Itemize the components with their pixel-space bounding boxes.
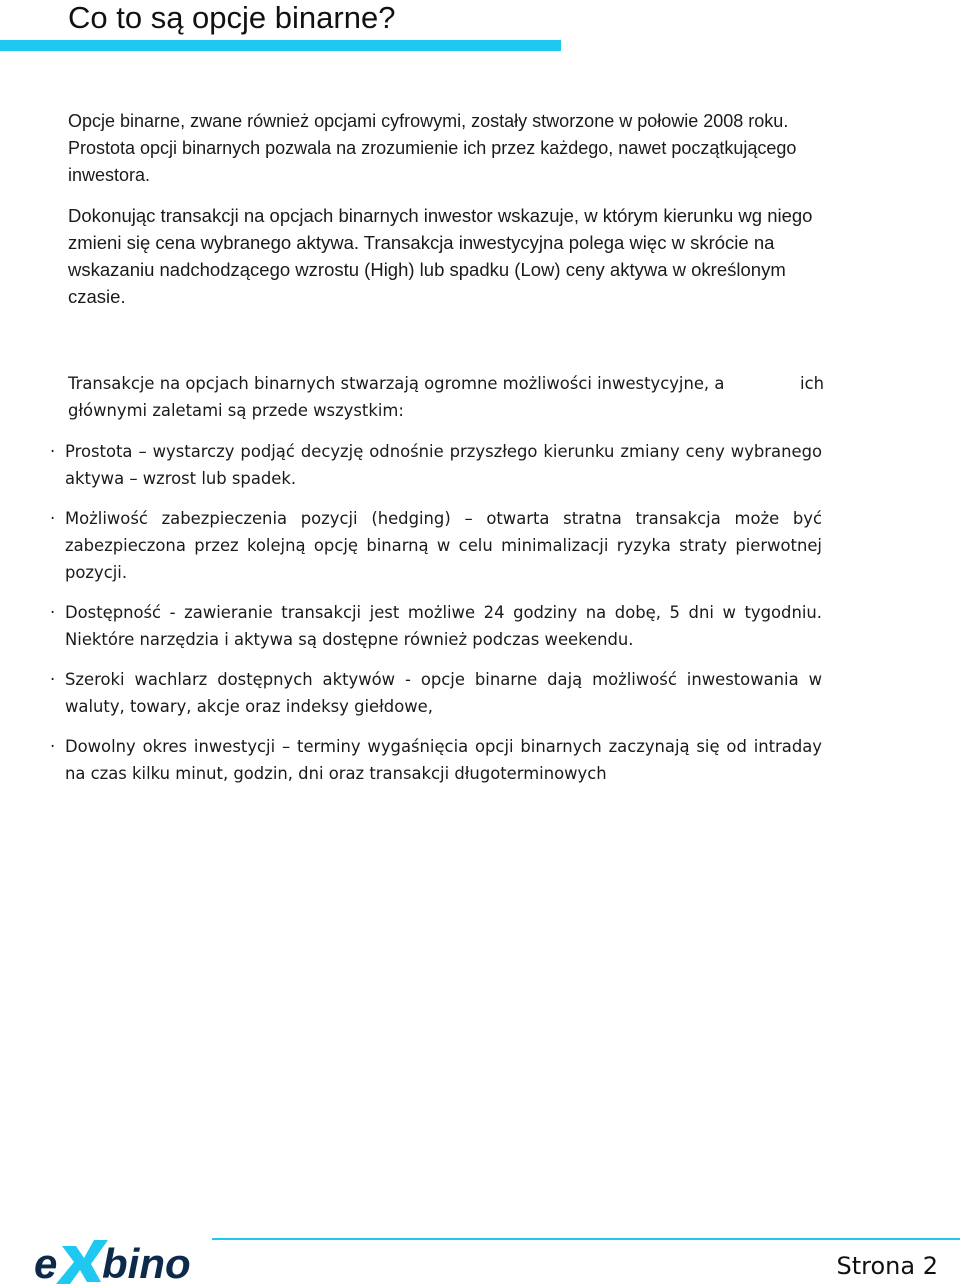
bullet-dot-icon: · xyxy=(50,603,56,622)
advantages-intro-tail: ich xyxy=(800,374,824,393)
intro-paragraph: Opcje binarne, zwane również opcjami cyfrowymi, zostały stworzone w połowie 2008 roku. Prostota opcji binarnych pozwala na zrozumienie ich przez każdego, nawet początkującego inwestora. xyxy=(68,111,797,185)
bullet-dot-icon: · xyxy=(50,442,56,461)
page-number: Strona 2 xyxy=(836,1252,938,1280)
list-item-text: Dowolny okres inwestycji – terminy wygaśnięcia opcji binarnych zaczynają się od intraday na czas kilku minut, godzin, dni oraz transakcji długoterminowych xyxy=(65,737,822,783)
bullet-dot-icon: · xyxy=(50,670,56,689)
page-title: Co to są opcje binarne? xyxy=(68,0,396,35)
exbino-logo xyxy=(32,1226,214,1286)
advantages-intro-line1: Transakcje na opcjach binarnych stwarzają ogromne możliwości inwestycyjne, a xyxy=(68,374,725,393)
list-item xyxy=(50,733,822,787)
advantages-intro-line2: głównymi zaletami są przede wszystkim: xyxy=(68,401,404,420)
list-item-text: Szeroki wachlarz dostępnych aktywów - opcje binarne dają możliwość inwestowania w waluty, towary, akcje oraz indeksy giełdowe, xyxy=(65,670,822,716)
logo-letter-e: e xyxy=(34,1240,58,1286)
logo-x-mark xyxy=(56,1240,108,1284)
list-item xyxy=(50,438,822,492)
list-item xyxy=(50,666,822,720)
advantages-list xyxy=(50,438,822,787)
list-item-text: Możliwość zabezpieczenia pozycji (hedging) – otwarta stratna transakcja może być zabezpieczona przez kolejną opcję binarną w celu minimalizacji ryzyka straty pierwotnej pozycji. xyxy=(65,509,822,582)
list-item-text: Prostota – wystarczy podjąć decyzję odnośnie przyszłego kierunku zmiany ceny wybranego aktywa – wzrost lub spadek. xyxy=(65,442,822,488)
list-item xyxy=(50,599,822,653)
list-item-text: Dostępność - zawieranie transakcji jest możliwe 24 godziny na dobę, 5 dni w tygodniu. Niektóre narzędzia i aktywa są dostępne również podczas weekendu. xyxy=(65,603,822,649)
explanation-paragraph: Dokonując transakcji na opcjach binarnych inwestor wskazuje, w którym kierunku wg niego zmieni się cena wybranego aktywa. Transakcja inwestycyjna polega więc w skrócie na wskazaniu nadchodzącego wzrostu (High) lub spadku (Low) ceny aktywa w określonym czasie. xyxy=(68,205,813,307)
footer-divider xyxy=(212,1238,960,1240)
list-item xyxy=(50,505,822,586)
bullet-dot-icon: · xyxy=(50,737,56,756)
bullet-dot-icon: · xyxy=(50,509,56,528)
title-underline-bar xyxy=(0,40,561,51)
advantages-intro-paragraph xyxy=(68,370,824,424)
logo-word-bino: bino xyxy=(102,1240,191,1286)
